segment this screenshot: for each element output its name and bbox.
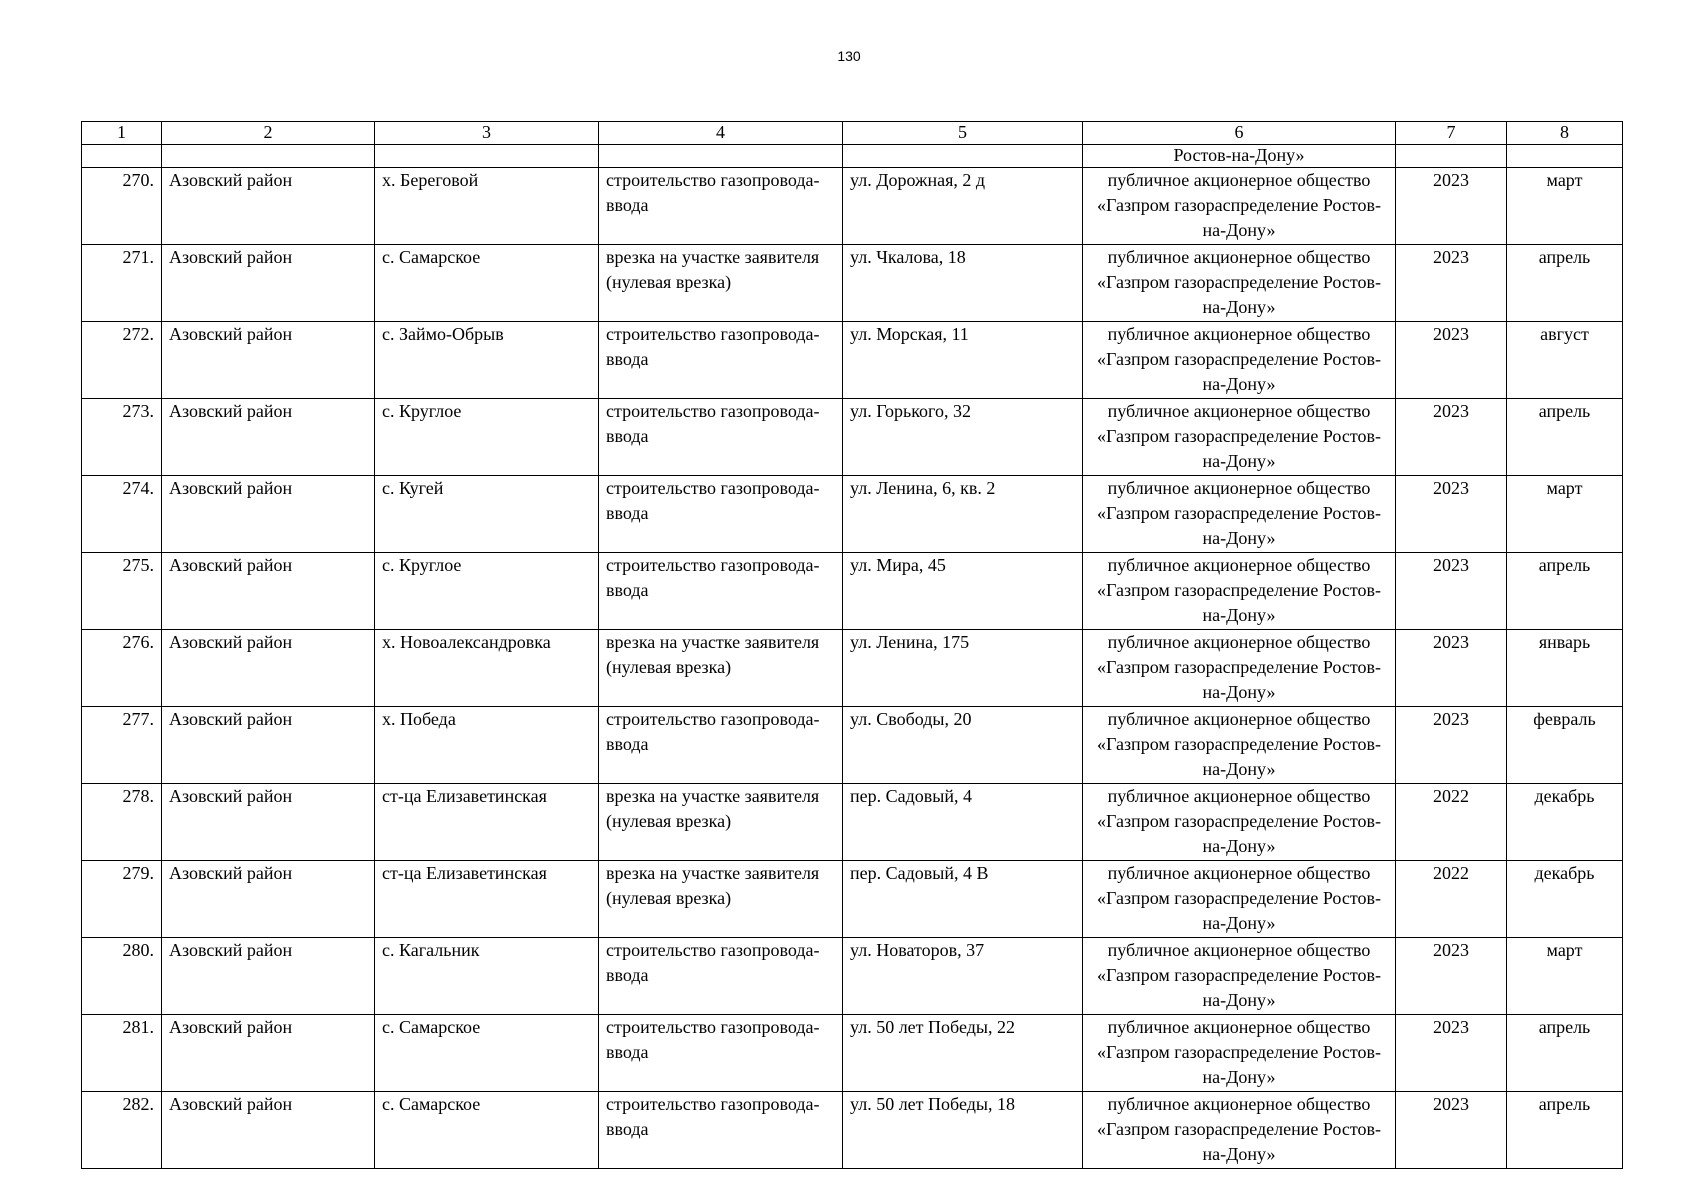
organization-cell: публичное акционерное общество «Газпром газораспределение Ростов-на-Дону» (1083, 322, 1396, 399)
row-number-cell: 278. (82, 784, 162, 861)
district-cell: Азовский район (162, 1092, 375, 1169)
district-cell: Азовский район (162, 322, 375, 399)
district-cell: Азовский район (162, 476, 375, 553)
month-cell: апрель (1507, 553, 1623, 630)
district-cell: Азовский район (162, 1015, 375, 1092)
month-cell: декабрь (1507, 861, 1623, 938)
district-cell: Азовский район (162, 553, 375, 630)
work-type-cell: строительство газопровода-ввода (599, 476, 843, 553)
table-cell (82, 145, 162, 168)
work-type-cell: строительство газопровода-ввода (599, 1092, 843, 1169)
year-cell: 2023 (1396, 245, 1507, 322)
table-row (82, 245, 1623, 322)
table-cell: Ростов-на-Дону» (1083, 145, 1396, 168)
month-cell: декабрь (1507, 784, 1623, 861)
organization-cell: публичное акционерное общество «Газпром газораспределение Ростов-на-Дону» (1083, 707, 1396, 784)
address-cell: ул. Мира, 45 (843, 553, 1083, 630)
organization-cell: публичное акционерное общество «Газпром газораспределение Ростов-на-Дону» (1083, 1015, 1396, 1092)
column-header: 1 (82, 122, 162, 145)
organization-cell: публичное акционерное общество «Газпром газораспределение Ростов-на-Дону» (1083, 245, 1396, 322)
row-number-cell: 279. (82, 861, 162, 938)
row-number-cell: 276. (82, 630, 162, 707)
locality-cell: с. Кагальник (375, 938, 599, 1015)
locality-cell: с. Круглое (375, 553, 599, 630)
row-number-cell: 280. (82, 938, 162, 1015)
row-number-cell: 274. (82, 476, 162, 553)
table-cell (1507, 145, 1623, 168)
table-row (82, 399, 1623, 476)
month-cell: апрель (1507, 399, 1623, 476)
organization-cell: публичное акционерное общество «Газпром газораспределение Ростов-на-Дону» (1083, 168, 1396, 245)
month-cell: январь (1507, 630, 1623, 707)
table-row (82, 861, 1623, 938)
work-type-cell: строительство газопровода-ввода (599, 707, 843, 784)
row-number-cell: 272. (82, 322, 162, 399)
month-cell: август (1507, 322, 1623, 399)
work-type-cell: строительство газопровода-ввода (599, 938, 843, 1015)
year-cell: 2023 (1396, 1092, 1507, 1169)
column-header: 8 (1507, 122, 1623, 145)
district-cell: Азовский район (162, 630, 375, 707)
table-cell (1396, 145, 1507, 168)
address-cell: ул. Ленина, 6, кв. 2 (843, 476, 1083, 553)
table-row (82, 1092, 1623, 1169)
column-header: 3 (375, 122, 599, 145)
organization-cell: публичное акционерное общество «Газпром газораспределение Ростов-на-Дону» (1083, 784, 1396, 861)
locality-cell: с. Займо-Обрыв (375, 322, 599, 399)
table-row (82, 1015, 1623, 1092)
work-type-cell: строительство газопровода-ввода (599, 553, 843, 630)
address-cell: пер. Садовый, 4 В (843, 861, 1083, 938)
address-cell: ул. 50 лет Победы, 18 (843, 1092, 1083, 1169)
locality-cell: х. Победа (375, 707, 599, 784)
table-row (82, 168, 1623, 245)
year-cell: 2023 (1396, 938, 1507, 1015)
work-type-cell: строительство газопровода-ввода (599, 399, 843, 476)
column-header: 4 (599, 122, 843, 145)
organization-cell: публичное акционерное общество «Газпром газораспределение Ростов-на-Дону» (1083, 861, 1396, 938)
district-cell: Азовский район (162, 784, 375, 861)
table-row (82, 784, 1623, 861)
address-cell: ул. Дорожная, 2 д (843, 168, 1083, 245)
column-header: 6 (1083, 122, 1396, 145)
table-cell (843, 145, 1083, 168)
data-table (81, 121, 1623, 1169)
work-type-cell: строительство газопровода-ввода (599, 322, 843, 399)
address-cell: ул. 50 лет Победы, 22 (843, 1015, 1083, 1092)
address-cell: ул. Чкалова, 18 (843, 245, 1083, 322)
year-cell: 2023 (1396, 630, 1507, 707)
organization-cell: публичное акционерное общество «Газпром газораспределение Ростов-на-Дону» (1083, 399, 1396, 476)
continuation-row (82, 145, 1623, 168)
address-cell: ул. Новаторов, 37 (843, 938, 1083, 1015)
district-cell: Азовский район (162, 861, 375, 938)
address-cell: ул. Морская, 11 (843, 322, 1083, 399)
work-type-cell: строительство газопровода-ввода (599, 1015, 843, 1092)
address-cell: ул. Горького, 32 (843, 399, 1083, 476)
district-cell: Азовский район (162, 707, 375, 784)
address-cell: ул. Свободы, 20 (843, 707, 1083, 784)
district-cell: Азовский район (162, 245, 375, 322)
month-cell: март (1507, 476, 1623, 553)
district-cell: Азовский район (162, 168, 375, 245)
address-cell: пер. Садовый, 4 (843, 784, 1083, 861)
work-type-cell: строительство газопровода-ввода (599, 168, 843, 245)
table-cell (599, 145, 843, 168)
month-cell: февраль (1507, 707, 1623, 784)
year-cell: 2022 (1396, 784, 1507, 861)
work-type-cell: врезка на участке заявителя (нулевая врезка) (599, 784, 843, 861)
year-cell: 2023 (1396, 553, 1507, 630)
locality-cell: х. Новоалександровка (375, 630, 599, 707)
year-cell: 2022 (1396, 861, 1507, 938)
page-number: 130 (837, 48, 861, 64)
locality-cell: ст-ца Елизаветинская (375, 784, 599, 861)
month-cell: март (1507, 168, 1623, 245)
month-cell: апрель (1507, 245, 1623, 322)
work-type-cell: врезка на участке заявителя (нулевая врезка) (599, 630, 843, 707)
table-row (82, 938, 1623, 1015)
month-cell: апрель (1507, 1015, 1623, 1092)
column-header: 7 (1396, 122, 1507, 145)
year-cell: 2023 (1396, 476, 1507, 553)
locality-cell: с. Самарское (375, 245, 599, 322)
address-cell: ул. Ленина, 175 (843, 630, 1083, 707)
month-cell: апрель (1507, 1092, 1623, 1169)
work-type-cell: врезка на участке заявителя (нулевая врезка) (599, 861, 843, 938)
table-row (82, 707, 1623, 784)
table-row (82, 630, 1623, 707)
year-cell: 2023 (1396, 322, 1507, 399)
table-row (82, 476, 1623, 553)
district-cell: Азовский район (162, 399, 375, 476)
table-row (82, 553, 1623, 630)
row-number-cell: 271. (82, 245, 162, 322)
row-number-cell: 277. (82, 707, 162, 784)
year-cell: 2023 (1396, 168, 1507, 245)
column-header: 2 (162, 122, 375, 145)
work-type-cell: врезка на участке заявителя (нулевая врезка) (599, 245, 843, 322)
month-cell: март (1507, 938, 1623, 1015)
locality-cell: ст-ца Елизаветинская (375, 861, 599, 938)
organization-cell: публичное акционерное общество «Газпром газораспределение Ростов-на-Дону» (1083, 630, 1396, 707)
organization-cell: публичное акционерное общество «Газпром газораспределение Ростов-на-Дону» (1083, 476, 1396, 553)
header-row (82, 122, 1623, 145)
organization-cell: публичное акционерное общество «Газпром газораспределение Ростов-на-Дону» (1083, 1092, 1396, 1169)
year-cell: 2023 (1396, 1015, 1507, 1092)
table-cell (162, 145, 375, 168)
year-cell: 2023 (1396, 707, 1507, 784)
row-number-cell: 273. (82, 399, 162, 476)
locality-cell: с. Самарское (375, 1015, 599, 1092)
organization-cell: публичное акционерное общество «Газпром газораспределение Ростов-на-Дону» (1083, 938, 1396, 1015)
locality-cell: с. Самарское (375, 1092, 599, 1169)
table-cell (375, 145, 599, 168)
locality-cell: х. Береговой (375, 168, 599, 245)
locality-cell: с. Кугей (375, 476, 599, 553)
year-cell: 2023 (1396, 399, 1507, 476)
row-number-cell: 275. (82, 553, 162, 630)
locality-cell: с. Круглое (375, 399, 599, 476)
district-cell: Азовский район (162, 938, 375, 1015)
column-header: 5 (843, 122, 1083, 145)
organization-cell: публичное акционерное общество «Газпром газораспределение Ростов-на-Дону» (1083, 553, 1396, 630)
row-number-cell: 281. (82, 1015, 162, 1092)
table-row (82, 322, 1623, 399)
row-number-cell: 270. (82, 168, 162, 245)
row-number-cell: 282. (82, 1092, 162, 1169)
